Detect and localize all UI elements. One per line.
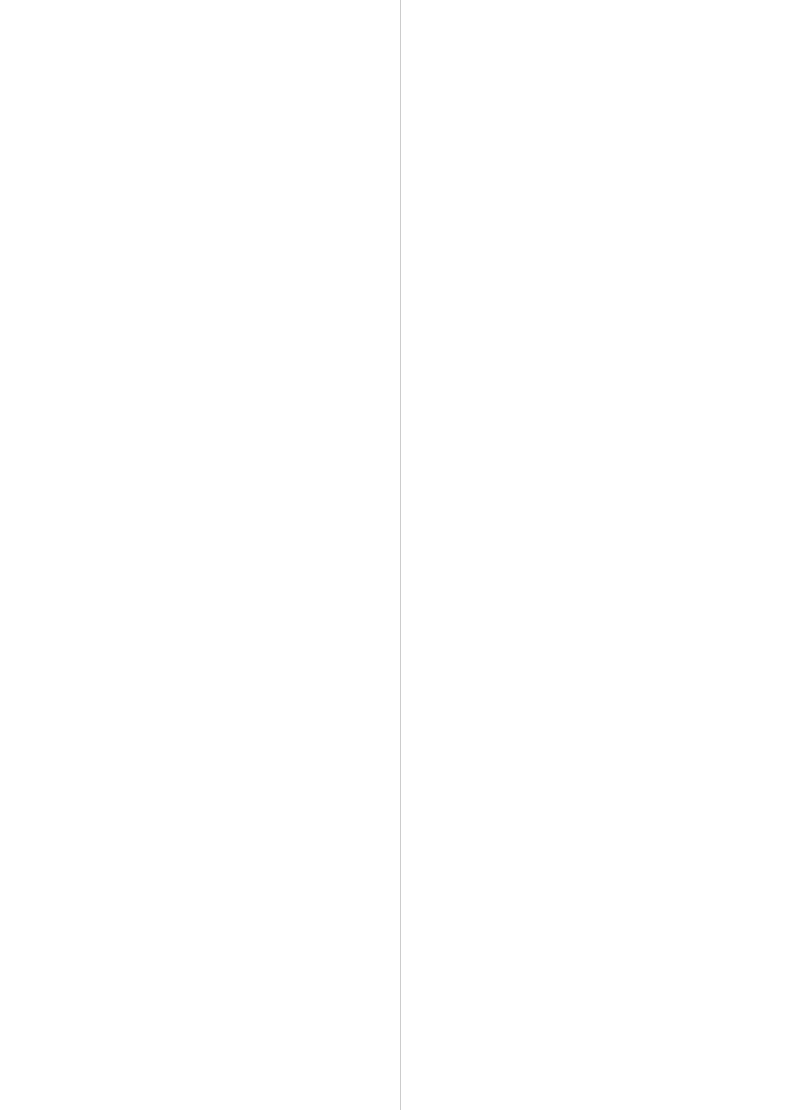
- column-divider: [400, 0, 401, 1110]
